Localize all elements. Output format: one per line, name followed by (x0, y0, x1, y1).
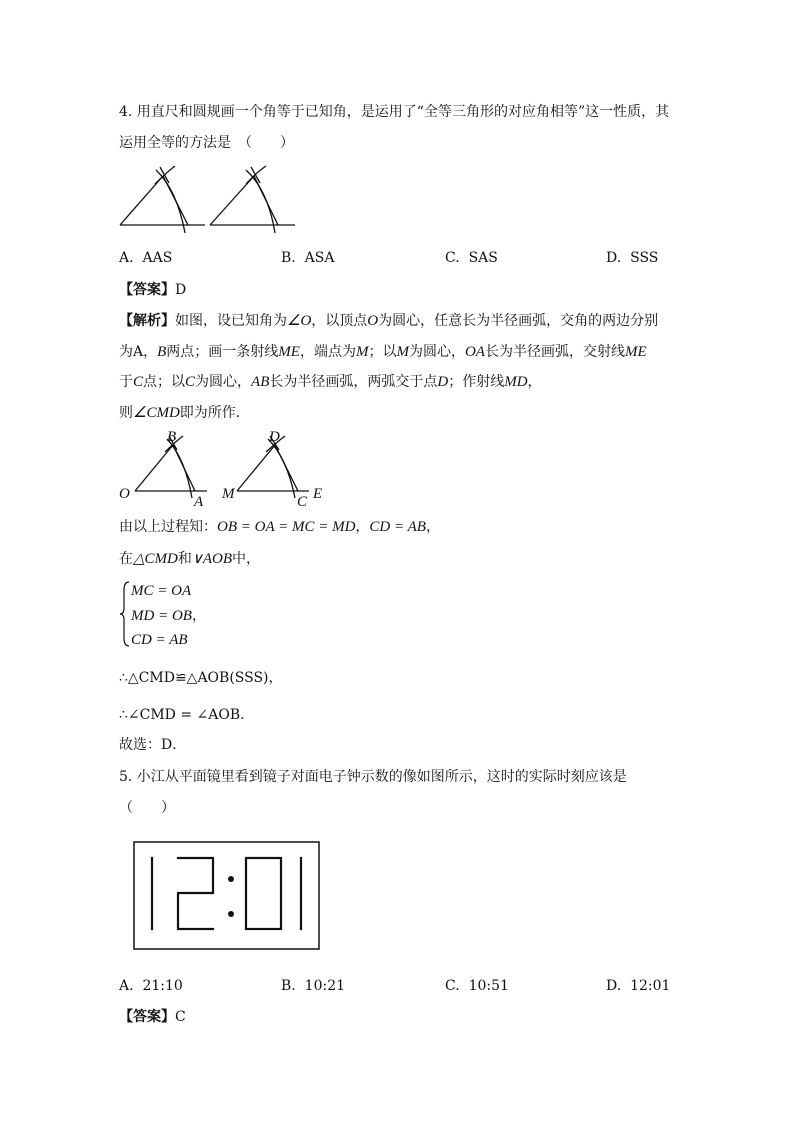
q4-answer: 【答案】D (119, 282, 187, 298)
q5-option-b[interactable]: B. 10:21 (281, 978, 346, 994)
system-eq3: CD = AB (131, 632, 188, 648)
label-c: C (297, 494, 308, 510)
label-a: A (194, 494, 204, 510)
q4-option-a[interactable]: A. AAS (119, 250, 173, 266)
q4-conclusion-1: ∴△CMD≌△AOB(SSS)， (119, 670, 283, 686)
q5-option-a[interactable]: A. 21:10 (119, 978, 183, 994)
q4-option-d[interactable]: D. SSS (606, 250, 659, 266)
label-b: B (167, 429, 177, 445)
q4-analysis-line4: 则∠CMD即为所作． (119, 405, 250, 421)
q4-construction-figure (115, 160, 315, 240)
q4-step1: 由以上过程知：OB = OA = MC = MD，CD = AB， (119, 519, 440, 535)
q4-option-b[interactable]: B. ASA (281, 250, 335, 266)
system-brace (119, 580, 131, 648)
q5-option-d[interactable]: D. 12:01 (606, 978, 671, 994)
q4-labeled-figure (115, 428, 335, 512)
label-o: O (119, 486, 130, 502)
label-e: E (313, 486, 323, 502)
q4-analysis-line3: 于C点；以C为圆心，AB长为半径画弧，两弧交于点D；作射线MD， (119, 374, 542, 390)
q5-stem-line1: 5. 小江从平面镜里看到镜子对面电子钟示数的像如图所示，这时的实际时刻应该是 (119, 769, 627, 785)
system-eq1: MC = OA (131, 583, 192, 599)
q5-answer: 【答案】C (119, 1009, 186, 1025)
label-d: D (269, 429, 280, 445)
q4-option-c[interactable]: C. SAS (445, 250, 498, 266)
q4-conclusion-2: ∴∠CMD = ∠AOB． (119, 707, 255, 723)
q5-stem-line2: （ ） (119, 800, 175, 816)
mirror-clock-figure (133, 841, 320, 951)
q5-option-c[interactable]: C. 10:51 (445, 978, 509, 994)
q4-final: 故选：D． (119, 737, 187, 753)
label-m: M (222, 486, 235, 502)
q4-analysis-line1: 【解析】如图，设已知角为∠O，以顶点O为圆心，任意长为半径画弧，交角的两边分别 (119, 313, 659, 329)
q4-step2: 在△CMD和∨AOB中， (119, 551, 261, 567)
system-eq2: MD = OB， (131, 608, 206, 624)
q4-analysis-line2: 为A，B两点；画一条射线ME，端点为M；以M为圆心，OA长为半径画弧，交射线ME (119, 344, 647, 360)
q4-stem-line2: 运用全等的方法是 （ ） (119, 135, 294, 151)
q4-stem-line1: 4. 用直尺和圆规画一个角等于已知角，是运用了“全等三角形的对应角相等”这一性质，其 (119, 104, 670, 120)
